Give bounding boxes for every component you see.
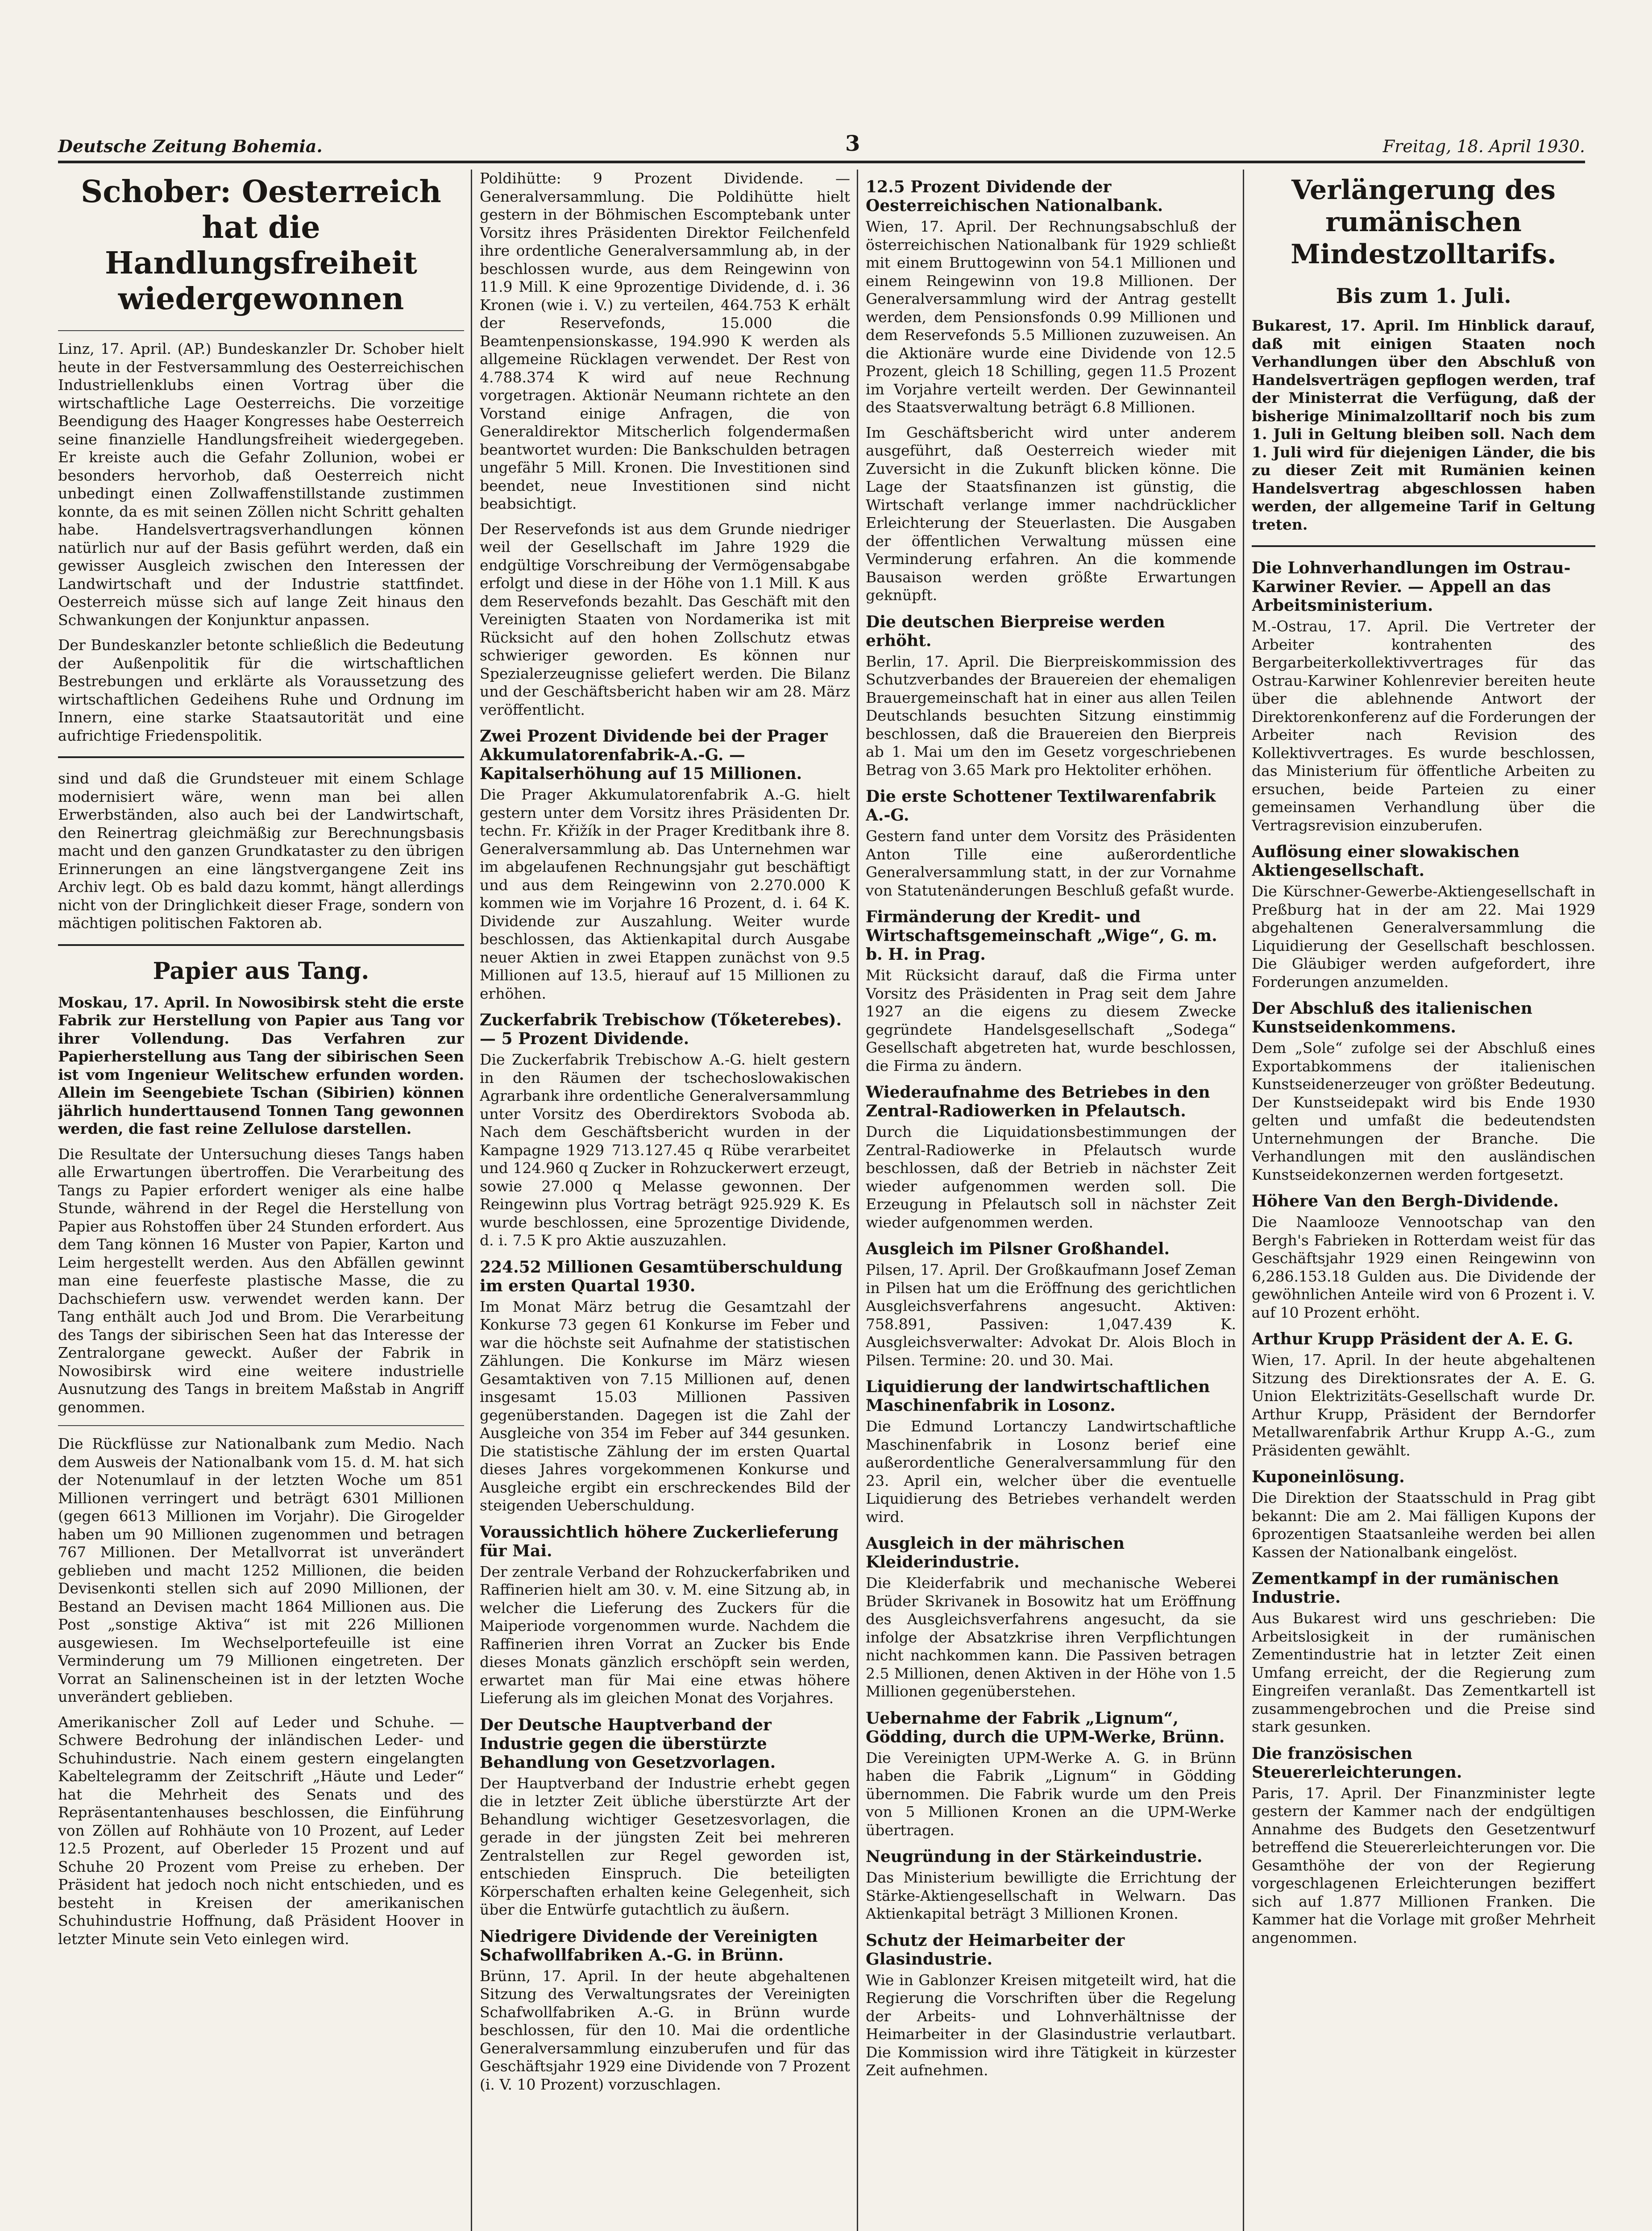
article-heading: Die erste Schottener Textilwarenfabrik A.-G. <box>866 787 1216 825</box>
article-paragraph: Die Vereinigten UPM-Werke A. G. in Brünn haben die Fabrik „Lignum“ in Gödding übernommen. Die Fabrik wurde um den Preis von 5 Millionen Kronen an die UPM-Werke übertragen. <box>866 1749 1236 1839</box>
divider <box>58 1425 464 1426</box>
article-heading: Niedrigere Dividende der Vereinigten Schafwollfabriken A.-G. in Brünn. <box>480 1927 818 1965</box>
article-heading: Voraussichtlich höhere Zuckerlieferung für Mai. <box>480 1522 839 1560</box>
article-paragraph: Die Direktion der Staatsschuld in Prag gibt bekannt: Die am 2. Mai fälligen Kupons der 6prozentigen Staatsanleihe werden bei allen Kassen der Nationalbank eingelöst. <box>1252 1489 1595 1561</box>
article-heading: Der Abschluß des italienischen Kunstseidenkommens. <box>1252 999 1532 1037</box>
article-heading: Der Deutsche Hauptverband der Industrie gegen die überstürzte Behandlung von Gesetzvorlagen. <box>480 1715 776 1772</box>
column-1 <box>58 170 464 2231</box>
paper-name: Deutsche Zeitung Bohemia. <box>58 136 323 156</box>
headline-papier-aus-tang: Papier aus Tang. <box>153 957 369 985</box>
article-paragraph: Paris, 17. April. Der Finanzminister legte gestern der Kammer nach der endgültigen Annahme des Budgets den Gesetzentwurf betreffend die Steuererleichterungen vor. Die Gesamthöhe der von der Regierung vorgeschlagenen Erleichterungen beziffert sich auf 1.877 Millionen Franken. Die Kammer hat die Vorlage mit großer Mehrheit angenommen. <box>1252 1784 1595 1946</box>
article-paragraph: Linz, 17. April. (AP.) Bundeskanzler Dr. Schober hielt heute in der Festversammlung des Oesterreichischen Industriellenklubs einen Vortrag über die wirtschaftliche Lage Oesterreichs. Die vorzeitige Beendigung des Haager Kongresses habe Oesterreich seine finanzielle Handlungsfreiheit wiedergegeben. Er kreiste auch die Gefahr Zollunion, wobei er besonders hervorhob, daß Oesterreich nicht unbedingt einen Zollwaffenstillstande zustimmen konnte, da es mit seinen Zöllen nicht Schritt gehalten habe. Handelsvertragsverhandlungen können natürlich nur auf der Basis geführt werden, daß ein gewisser Ausgleich zwischen den Interessen der Landwirtschaft und der Industrie stattfindet. Oesterreich müsse sich auf lange Zeit hinaus den Schwankungen der Konjunktur anpassen. <box>58 340 464 629</box>
article-heading: Zwei Prozent Dividende bei der Prager Akkumulatorenfabrik-A.-G. — Kapitalserhöhung auf 15 Millionen. <box>480 727 828 783</box>
column-rule <box>857 170 858 2231</box>
article-heading: Die deutschen Bierpreise werden erhöht. <box>866 612 1165 650</box>
article-paragraph: Der zentrale Verband der Rohzuckerfabriken und Raffinerien hielt am 30. v. M. eine Sitzung ab, in welcher die Lieferung des Zuckers für die Maiperiode vorgenommen wurde. Nachdem die Raffinerien ihren Vorrat an Zucker bis Ende dieses Monats gänzlich erschöpft sein werden, erwartet man für Mai eine etwas höhere Lieferung als im gleichen Monat des Vorjahres. <box>480 1563 850 1707</box>
article-heading: Neugründung in der Stärkeindustrie. <box>866 1847 1203 1866</box>
article-paragraph: Der Reservefonds ist aus dem Grunde niedriger weil der Gesellschaft im Jahre 1929 die endgültige Vorschreibung der Vermögensabgabe erfolgt und diese in der Höhe von 1.1 Mill. K aus dem Reservefonds bezahlt. Das Geschäft mit den Vereinigten Staaten von Nordamerika ist mit Rücksicht auf den hohen Zollschutz etwas schwieriger geworden. Es können nur Spezialerzeugnisse geliefert werden. Die Bilanz und der Geschäftsbericht haben wir am 28. März veröffentlicht. <box>480 520 850 718</box>
divider <box>58 330 464 331</box>
article-paragraph: Berlin, 17. April. Die Bierpreiskommission des Schutzverbandes der Brauereien der ehemaligen Brauergemeinschaft hat in einer aus allen Teilen Deutschlands besuchten Sitzung einstimmig beschlossen, daß die Brauereien den Bierpreis ab 1. Mai um den im Gesetz vorgeschriebenen Betrag von 3.65 Mark pro Hektoliter erhöhen. <box>866 652 1236 779</box>
divider <box>58 756 464 758</box>
article-paragraph: Gestern fand unter dem Vorsitz des Präsidenten Anton Tille eine außerordentliche Generalversammlung statt, in der zur Vornahme von Statutenänderungen Beschluß gefaßt wurde. <box>866 827 1236 899</box>
article-heading: Ausgleich im Pilsner Großhandel. <box>866 1240 1170 1258</box>
subheadline: Bis zum 1. Juli. <box>1336 284 1511 308</box>
divider <box>58 944 464 946</box>
article-heading: 224.52 Millionen Gesamtüberschuldung im ersten Quartal 1930. <box>480 1257 843 1295</box>
headline-rumaenien: Verlängerung des rumänischen Mindestzolltarifs. <box>1291 174 1557 270</box>
article-paragraph: Der Hauptverband der Industrie erhebt gegen die in letzter Zeit übliche überstürzte Art der Behandlung wichtiger Gesetzesvorlagen, die gerade in der jüngsten Zeit bei mehreren Zentralstellen zur Regel geworden ist, entschieden Einspruch. Die beteiligten Körperschaften erhalten keine Gelegenheit, sich über die Entwürfe gutachtlich zu äußern. <box>480 1774 850 1918</box>
article-paragraph: Im Monat März betrug die Gesamtzahl der Konkurse 73 gegen 61 Konkurse im Feber und war die höchste seit Aufnahme der statistischen Zählungen. Die Konkurse im März wiesen Gesamtaktiven von 7.15 Millionen auf, denen insgesamt 15.03 Millionen Passiven gegenüberstanden. Dagegen ist die Zahl der Ausgleiche von 354 im Feber auf 344 gesunken. Die statistische Zählung der im ersten Quartal dieses Jahres vorgekommenen Konkurse und Ausgleiche ergibt ein erschreckendes Bild der steigenden Ueberschuldung. <box>480 1298 850 1514</box>
article-heading: Die Lohnverhandlungen im Ostrau-Karwiner Revier. — Appell an das Arbeitsministerium. <box>1252 559 1571 615</box>
article-paragraph: Wien, 17. April. In der heute abgehaltenen Sitzung des Direktionsrates der A. E. G. Union Elektrizitäts-Gesellschaft wurde Dr. Arthur Krupp, Präsident der Berndorfer Metallwarenfabrik Arthur Krupp A.-G., zum Präsidenten gewählt. <box>1252 1351 1595 1459</box>
article-paragraph: Die Naamlooze Vennootschap van den Bergh's Fabrieken in Rotterdam weist für das Geschäftsjahr 1929 einen Reingewinn von 6,286.153.18 Gulden aus. Die Dividende der gewöhnlichen Anteile wird von 6 Prozent i. V. auf 10 Prozent erhöht. <box>1252 1213 1595 1321</box>
article-paragraph: Mit Rücksicht darauf, daß die Firma unter Vorsitz des Präsidenten in Prag seit dem Jahre 1927 an die eigens zu diesem Zwecke gegründete Handelsgesellschaft „Sodega“ Gesellschaft abgetreten hat, wurde beschlossen, die Firma zu ändern. <box>866 966 1236 1074</box>
article-heading: Firmänderung der Kredit- und Wirtschaftsgemeinschaft „Wige“, G. m. b. H. in Prag. <box>866 908 1217 964</box>
article-heading: Schutz der Heimarbeiter der Glasindustrie. <box>866 1931 1125 1969</box>
column-rule <box>1243 170 1244 2231</box>
article-paragraph: Die Kleiderfabrik und mechanische Weberei Brüder Skrivanek in Bosowitz hat um Eröffnung des Ausgleichsverfahrens angesucht, da sie infolge der Absatzkrise ihren Verpflichtungen nicht nachkommen kann. Die Passiven betragen 2.5 Millionen, denen Aktiven in der Höhe von 1.5 Millionen gegenüberstehen. <box>866 1574 1236 1700</box>
page-number: 3 <box>845 131 860 156</box>
article-paragraph: Die Rückflüsse zur Nationalbank zum Medio. Nach dem Ausweis der Nationalbank vom 15. d. M. hat sich der Notenumlauf in der letzten Woche um 851 Millionen verringert und beträgt 6301 Millionen (gegen 6613 Millionen im Vorjahr). Die Girogelder haben um 90 Millionen zugenommen und betragen 767 Millionen. Der Metallvorrat ist unverändert geblieben und macht 1252 Millionen, die beiden Devisenkonti stellen sich auf 2090 Millionen, der Bestand an Devisen macht 1864 Millionen aus. Die Post „sonstige Aktiva“ ist mit 226 Millionen ausgewiesen. Im Wechselportefeuille ist eine Verminderung um 79 Millionen eingetreten. Der Vorrat an Salinenscheinen ist in der letzten Woche unverändert geblieben. <box>58 1435 464 1705</box>
article-paragraph: Pilsen, 17. April. Der Großkaufmann Josef Zeman in Pilsen hat um die Eröffnung des gerichtlichen Ausgleichsverfahrens angesucht. Aktiven: 758.891, Passiven: 1,047.439 K. Ausgleichsverwalter: Advokat Dr. Alois Bloch in Pilsen. Termine: 20. und 30. Mai. <box>866 1261 1236 1369</box>
article-paragraph: Wie in Gablonzer Kreisen mitgeteilt wird, hat die Regierung die Vorschriften über die Regelung der Arbeits- und Lohnverhältnisse der Heimarbeiter in der Glasindustrie verlautbart. Die Kommission wird ihre Tätigkeit in kürzester Zeit aufnehmen. <box>866 1971 1236 2079</box>
article-lead: Bukarest, 17. April. Im Hinblick darauf, daß mit einigen Staaten noch Verhandlungen über den Abschluß von Handelsverträgen gepflogen werden, traf der Ministerrat die Verfügung, daß der bisherige Minimalzolltarif noch bis zum 1. Juli in Geltung bleiben soll. Nach dem 1. Juli wird für diejenigen Länder, die bis zu dieser Zeit mit Rumänien keinen Handelsvertrag abgeschlossen haben werden, der allgemeine Tarif in Geltung treten. <box>1252 317 1595 533</box>
article-paragraph: Im Geschäftsbericht wird unter anderem ausgeführt, daß Oesterreich wieder mit Zuversicht in die Zukunft blicken könne. Die Lage der Staatsfinanzen ist günstig, die Wirtschaft verlange immer nachdrücklicher Erleichterung der Steuerlasten. Die Ausgaben der öffentlichen Verwaltung müssen eine Verminderung erfahren. An die kommende Bausaison werden größte Erwartungen geknüpft. <box>866 423 1236 604</box>
article-paragraph: Brünn, 17. April. In der heute abgehaltenen Sitzung des Verwaltungsrates der Vereinigten Schafwollfabriken A.-G. in Brünn wurde beschlossen, für den 10. Mai die ordentliche Generalversammlung einzuberufen und für das Geschäftsjahr 1929 eine Dividende von 7 Prozent (i. V. 10 Prozent) vorzuschlagen. <box>480 1967 850 2093</box>
article-paragraph: Die Edmund Lortanczy Landwirtschaftliche Maschinenfabrik in Losonz berief eine außerordentliche Generalversammlung für den 23. April ein, welcher über die eventuelle Liquidierung des Betriebes verhandelt werden wird. <box>866 1418 1236 1526</box>
article-paragraph: sind und daß die Grundsteuer mit einem Schlage modernisiert wäre, wenn man bei allen Erwerbständen, also auch bei der Landwirtschaft, den Reinertrag gleichmäßig zur Berechnungsbasis macht und den ganzen Grundkataster zu den übrigen Erinnerungen an eine längstvergangene Zeit ins Archiv legt. Ob es bald dazu kommt, hängt allerdings nicht von der Dringlichkeit dieser Frage, sondern von mächtigen politischen Faktoren ab. <box>58 770 464 932</box>
column-3 <box>866 170 1236 2231</box>
article-paragraph: Der Bundeskanzler betonte schließlich die Bedeutung der Außenpolitik für die wirtschaftlichen Bestrebungen und erklärte als Voraussetzung des wirtschaftlichen Gedeihens Ruhe und Ordnung im Innern, eine starke Staatsautorität und eine aufrichtige Friedenspolitik. <box>58 636 464 744</box>
article-heading: Die französischen Steuererleichterungen. <box>1252 1744 1462 1782</box>
article-lead: Moskau, 17. April. In Nowosibirsk steht die erste Fabrik zur Herstellung von Papier aus Tang vor ihrer Vollendung. Das Verfahren zur Papierherstellung aus Tang der sibirischen Seen ist vom Ingenieur Welitschew erfunden worden. Allein im Seengebiete Tschan (Sibirien) können jährlich hunderttausend Tonnen Tang gewonnen werden, die fast reine Zellulose darstellen. <box>58 993 464 1137</box>
article-paragraph: Durch die Liquidationsbestimmungen der Zentral-Radiowerke in Pfelautsch wurde beschlossen, daß der Betrieb in nächster Zeit wieder aufgenommen werden soll. Die Erzeugung in Pfelautsch soll in nächster Zeit wieder aufgenommen werden. <box>866 1123 1236 1231</box>
article-paragraph: Die Kürschner-Gewerbe-Aktiengesellschaft in Preßburg hat in der am 22. Mai 1929 abgehaltenen Generalversammlung die Liquidierung der Gesellschaft beschlossen. Die Gläubiger werden aufgefordert, ihre Forderungen anzumelden. <box>1252 883 1595 991</box>
article-paragraph: Aus Bukarest wird uns geschrieben: Die Arbeitslosigkeit in der rumänischen Zementindustrie hat in letzter Zeit einen Umfang erreicht, der die Regierung zum Eingreifen veranlaßt. Das Zementkartell ist zusammengebrochen und die Preise sind stark gesunken. <box>1252 1609 1595 1735</box>
article-paragraph: Dem „Sole“ zufolge sei der Abschluß eines Exportabkommens der italienischen Kunstseidenerzeuger von größter Bedeutung. Der Kunstseidepakt wird bis Ende 1930 gelten und umfaßt die bedeutendsten Unternehmungen der Branche. Die Verhandlungen mit den ausländischen Kunstseidekonzernen werden fortgesetzt. <box>1252 1039 1595 1183</box>
column-rule <box>471 170 472 2231</box>
article-paragraph: Amerikanischer Zoll auf Leder und Schuhe. — Schwere Bedrohung der inländischen Leder- und Schuhindustrie. Nach einem gestern eingelangten Kabeltelegramm der Zeitschrift „Häute und Leder“ hat die Mehrheit des Senats und des Repräsentantenhauses beschlossen, die Einführung von Zöllen auf Rohhäute von 10 Prozent, auf Leder 12.5 Prozent, auf Oberleder 15 Prozent und auf Schuhe 20 Prozent vom Preise zu erheben. Der Präsident hat jedoch noch nicht entschieden, und es besteht in Kreisen der amerikanischen Schuhindustrie Hoffnung, daß Präsident Hoover in letzter Minute sein Veto einlegen wird. <box>58 1713 464 1948</box>
headline-schober: Schober: Oesterreich hat die Handlungsfreiheit wiedergewonnen <box>81 174 441 317</box>
divider <box>1252 545 1595 547</box>
article-heading: Höhere Van den Bergh-Dividende. <box>1252 1192 1559 1211</box>
article-heading: Ausgleich in der mährischen Kleiderindustrie. <box>866 1534 1125 1572</box>
article-heading: Uebernahme der Fabrik „Lignum“, Gödding, durch die UPM-Werke, Brünn. <box>866 1708 1225 1746</box>
article-paragraph: Die Prager Akkumulatorenfabrik A.-G. hielt gestern unter dem Vorsitz ihres Präsidenten Dr. techn. Fr. Křižík in der Prager Kreditbank ihre 8. Generalversammlung ab. Das Unternehmen war im abgelaufenen Rechnungsjahr gut beschäftigt und aus dem Reingewinn von 2.270.000 K kommen wie im Vorjahre 16 Prozent, d. i. 64 K. Dividende zur Auszahlung. Weiter wurde beschlossen, das Aktienkapital durch Ausgabe neuer Aktien in zwei Etappen zunächst von 9.5 Millionen auf 13.5, hierauf auf 15 Millionen zu erhöhen. <box>480 786 850 1002</box>
article-paragraph: M.-Ostrau, 17. April. Die Vertreter der Arbeiter kontrahenten des Bergarbeiterkollektivvertrages für das Ostrau-Karwiner Kohlenrevier bereiten heute über die ablehnende Antwort der Direktorenkonferenz auf die Forderungen der Arbeiter nach Revision des Kollektivvertrages. Es wurde beschlossen, das Ministerium für öffentliche Arbeiten zu ersuchen, beide Parteien zu einer gemeinsamen Verhandlung über die Vertragsrevision einzuberufen. <box>1252 618 1595 834</box>
article-heading: Kuponeinlösung. <box>1252 1468 1405 1486</box>
article-heading: Wiederaufnahme des Betriebes in den Zentral-Radiowerken in Pfelautsch. <box>866 1083 1210 1120</box>
article-paragraph: Die Resultate der Untersuchung dieses Tangs haben alle Erwartungen übertroffen. Die Verarbeitung des Tangs zu Papier erfordert weniger als eine halbe Stunde, während in der Regel die Herstellung von Papier aus Rohstoffen über 24 Stunden erfordert. Aus dem Tang können 16 Muster von Papier, Karton und Leim hergestellt werden. Aus den Abfällen gewinnt man eine feuerfeste plastische Masse, die zu Dachschiefern usw. verwendet werden kann. Der Tang enthält auch Jod und Brom. Die Verarbeitung des Tangs der sibirischen Seen hat das Interesse der Zentralorgane geweckt. Außer der Fabrik in Nowosibirsk wird eine weitere industrielle Ausnutzung des Tangs in breitem Maßstab in Angriff genommen. <box>58 1145 464 1416</box>
article-paragraph: Die Zuckerfabrik Trebischow A.-G. hielt gestern in den Räumen der tschechoslowakischen Agrarbank ihre ordentliche Generalversammlung unter Vorsitz des Oberdirektors Svoboda ab. Nach dem Geschäftsbericht wurden in der Kampagne 1929 713.127.45 q Rübe verarbeitet und 124.960 q Zucker in Rohzuckerwert erzeugt, sowie 27.000 q Melasse gewonnen. Der Reingewinn plus Vortrag beträgt 925.929 K. Es wurde beschlossen, eine 5prozentige Dividende, d. i. 7.5 K pro Aktie auszuzahlen. <box>480 1051 850 1249</box>
article-paragraph: Das Ministerium bewilligte die Errichtung der Stärke-Aktiengesellschaft in Welwarn. Das Aktienkapital beträgt 3 Millionen Kronen. <box>866 1869 1236 1922</box>
article-heading: 12.5 Prozent Dividende der Oesterreichischen Nationalbank. <box>866 178 1163 215</box>
issue-date: Freitag, 18. April 1930. <box>1382 137 1585 156</box>
article-heading: Liquidierung der landwirtschaftlichen Maschinenfabrik in Losonz. <box>866 1377 1210 1415</box>
column-4 <box>1252 170 1595 2231</box>
article-heading: Zementkampf in der rumänischen Industrie. <box>1252 1569 1559 1607</box>
column-2 <box>480 170 850 2231</box>
page-header <box>58 129 1585 163</box>
article-heading: Auflösung einer slowakischen Aktiengesellschaft. <box>1252 842 1520 880</box>
article-paragraph: Wien, 17. April. Der Rechnungsabschluß der österreichischen Nationalbank für 1929 schließt mit einem Bruttogewinn von 54.1 Millionen und einem Reingewinn von 19.8 Millionen. Der Generalversammlung wird der Antrag gestellt werden, dem Pensionsfonds 0.99 Millionen und dem Reservefonds 5.5 Millionen zuzuweisen. An die Aktionäre wurde eine Dividende von 12.5 Prozent, gleich 18 Schilling, gegen 11.5 Prozent im Vorjahre verteilt werden. Der Gewinnanteil des Staatsverwaltung beträgt 6.8 Millionen. <box>866 218 1236 416</box>
article-heading: Zuckerfabrik Trebischow (Tőketerebes). — 5 Prozent Dividende. <box>480 1011 842 1048</box>
article-heading: Arthur Krupp Präsident der A. E. G. <box>1252 1330 1573 1348</box>
article-paragraph: Poldihütte: 9 Prozent Dividende. — Generalversammlung. Die Poldihütte hielt gestern in der Böhmischen Escomptebank unter Vorsitz ihres Präsidenten Direktor Feilchenfeld ihre ordentliche Generalversammlung ab, in der beschlossen wurde, aus dem Reingewinn von 11.9 Mill. K eine 9prozentige Dividende, d. i. 36 Kronen (wie i. V.) zu verteilen, 464.753 K erhält der Reservefonds, 15.000 die Beamtenpensionskasse, 194.990 K werden als allgemeine Rücklagen verwendet. Der Rest von 4.788.374 K wird auf neue Rechnung vorgetragen. Aktionär Neumann richtete an den Vorstand einige Anfragen, die von Generaldirektor Mitscherlich folgendermaßen beantwortet wurden: Die Bankschulden betragen ungefähr 5 Mill. Kronen. Die Investitionen sind beendet, neue Investitionen sind nicht beabsichtigt. <box>480 170 850 512</box>
